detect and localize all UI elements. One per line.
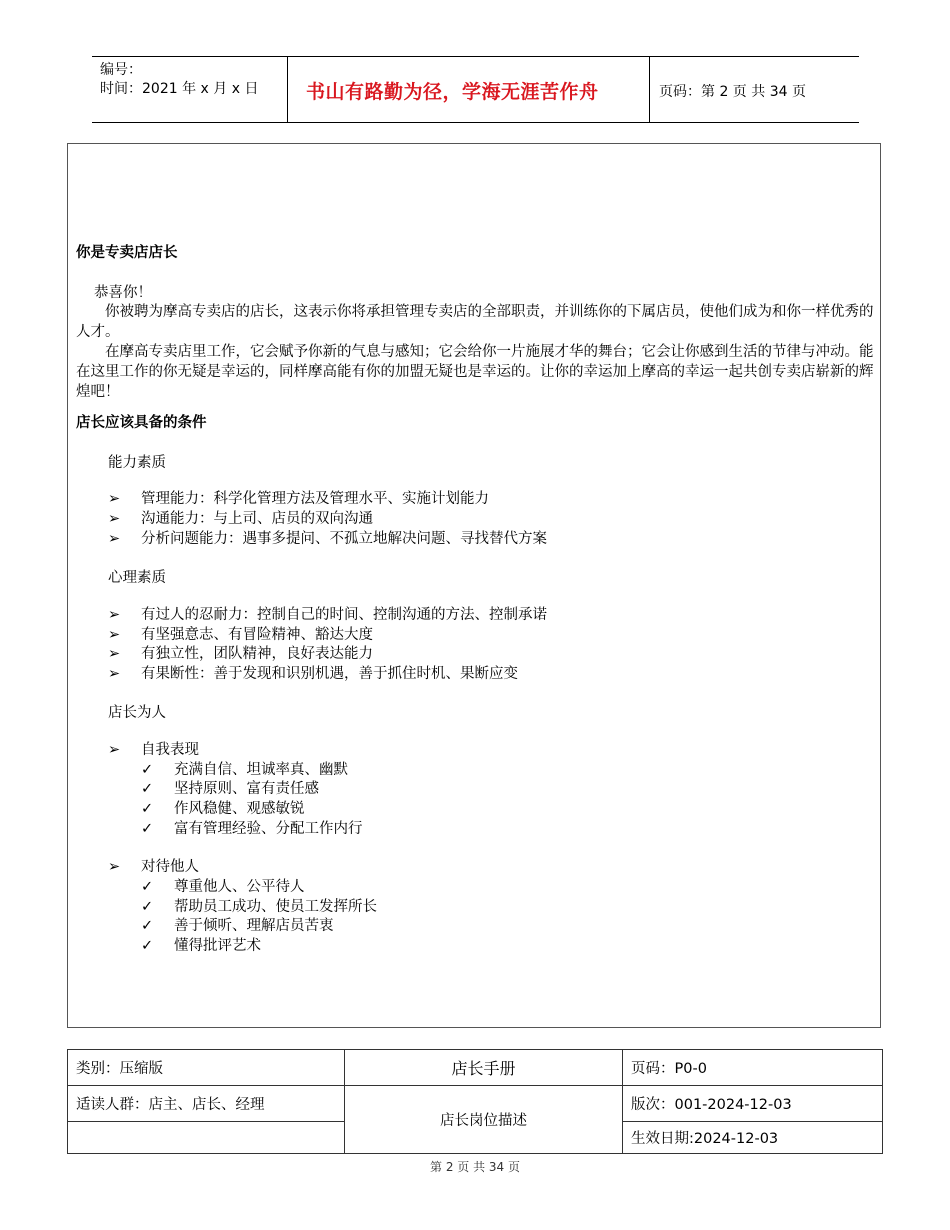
header-page-info: 页码：第 2 页 共 34 页 [659, 84, 806, 100]
effective-date-cell: 生效日期:2024-12-03 [623, 1122, 883, 1154]
check-icon: ✓ [141, 821, 154, 837]
check-icon: ✓ [141, 781, 154, 797]
greeting: 恭喜你！ [94, 285, 152, 301]
psychology-arrow-icon: ➢ [108, 646, 121, 662]
document-info-table [67, 1049, 883, 1154]
paragraph-1: 你被聘为摩高专卖店的店长，这表示你将承担管理专卖店的全部职责，并训练你的下属店员，使他们成为和你一样优秀的人才。 [76, 304, 874, 340]
check-icon: ✓ [141, 879, 154, 895]
ability-arrow-icon: ➢ [108, 491, 121, 507]
self-item: 坚持原则、富有责任感 [174, 781, 319, 797]
conduct-heading: 店长为人 [108, 705, 166, 721]
check-icon: ✓ [141, 938, 154, 954]
ability-arrow-icon: ➢ [108, 511, 121, 527]
intro-paragraphs [76, 302, 876, 402]
psychology-item: 有果断性：善于发现和识别机遇，善于抓住时机、果断应变 [141, 666, 518, 682]
paragraph-2: 在摩高专卖店里工作，它会赋予你新的气息与感知；它会给你一片施展才华的舞台；它会让你感到生活的节律与冲动。能在这里工作的你无疑是幸运的，同样摩高能有你的加盟无疑也是幸运的。让你的幸运加上摩高的幸运一起共创专卖店崭新的辉煌吧！ [76, 344, 874, 400]
header-time-label: 时间：2021 年 x 月 x 日 [100, 81, 259, 97]
ability-arrow-icon: ➢ [108, 531, 121, 547]
category-cell: 类别：压缩版 [68, 1050, 345, 1086]
others-item: 尊重他人、公平待人 [174, 879, 305, 895]
check-icon: ✓ [141, 899, 154, 915]
conduct-arrow-icon: ➢ [108, 742, 121, 758]
psychology-item: 有独立性，团队精神，良好表达能力 [141, 646, 373, 662]
header-divider-left [287, 56, 288, 122]
psychology-arrow-icon: ➢ [108, 627, 121, 643]
self-item: 充满自信、坦诚率真、幽默 [174, 762, 348, 778]
conduct-arrow-icon: ➢ [108, 859, 121, 875]
self-label: 自我表现 [141, 742, 199, 758]
ability-item: 分析问题能力：遇事多提问、不孤立地解决问题、寻找替代方案 [141, 531, 547, 547]
ability-item: 沟通能力：与上司、店员的双向沟通 [141, 511, 373, 527]
header-bottom-rule [92, 122, 859, 123]
conditions-title: 店长应该具备的条件 [76, 415, 207, 431]
others-label: 对待他人 [141, 859, 199, 875]
readers-cell: 适读人群：店主、店长、经理 [68, 1086, 345, 1122]
psychology-item: 有坚强意志、有冒险精神、豁达大度 [141, 627, 373, 643]
header-number-label: 编号： [100, 62, 142, 78]
psychology-arrow-icon: ➢ [108, 666, 121, 682]
check-icon: ✓ [141, 918, 154, 934]
header-motto: 书山有路勤为径，学海无涯苦作舟 [306, 81, 599, 103]
self-item: 富有管理经验、分配工作内行 [174, 821, 363, 837]
manual-title-cell: 店长手册 [345, 1050, 623, 1086]
others-item: 帮助员工成功、使员工发挥所长 [174, 899, 377, 915]
ability-heading: 能力素质 [108, 455, 166, 471]
psychology-heading: 心理素质 [108, 570, 166, 586]
section-cell: 店长岗位描述 [345, 1086, 623, 1154]
version-cell: 版次：001-2024-12-03 [623, 1086, 883, 1122]
page-footer: 第 2 页 共 34 页 [430, 1160, 520, 1174]
ability-item: 管理能力：科学化管理方法及管理水平、实施计划能力 [141, 491, 489, 507]
page-code-cell: 页码：P0-0 [623, 1050, 883, 1086]
check-icon: ✓ [141, 762, 154, 778]
header-top-rule [92, 56, 859, 57]
psychology-item: 有过人的忍耐力：控制自己的时间、控制沟通的方法、控制承诺 [141, 607, 547, 623]
psychology-arrow-icon: ➢ [108, 607, 121, 623]
header-divider-right [649, 56, 650, 122]
check-icon: ✓ [141, 801, 154, 817]
self-item: 作风稳健、观感敏锐 [174, 801, 305, 817]
others-item: 懂得批评艺术 [174, 938, 261, 954]
empty-cell [68, 1122, 345, 1154]
section-title: 你是专卖店店长 [76, 245, 178, 261]
others-item: 善于倾听、理解店员苦衷 [174, 918, 334, 934]
